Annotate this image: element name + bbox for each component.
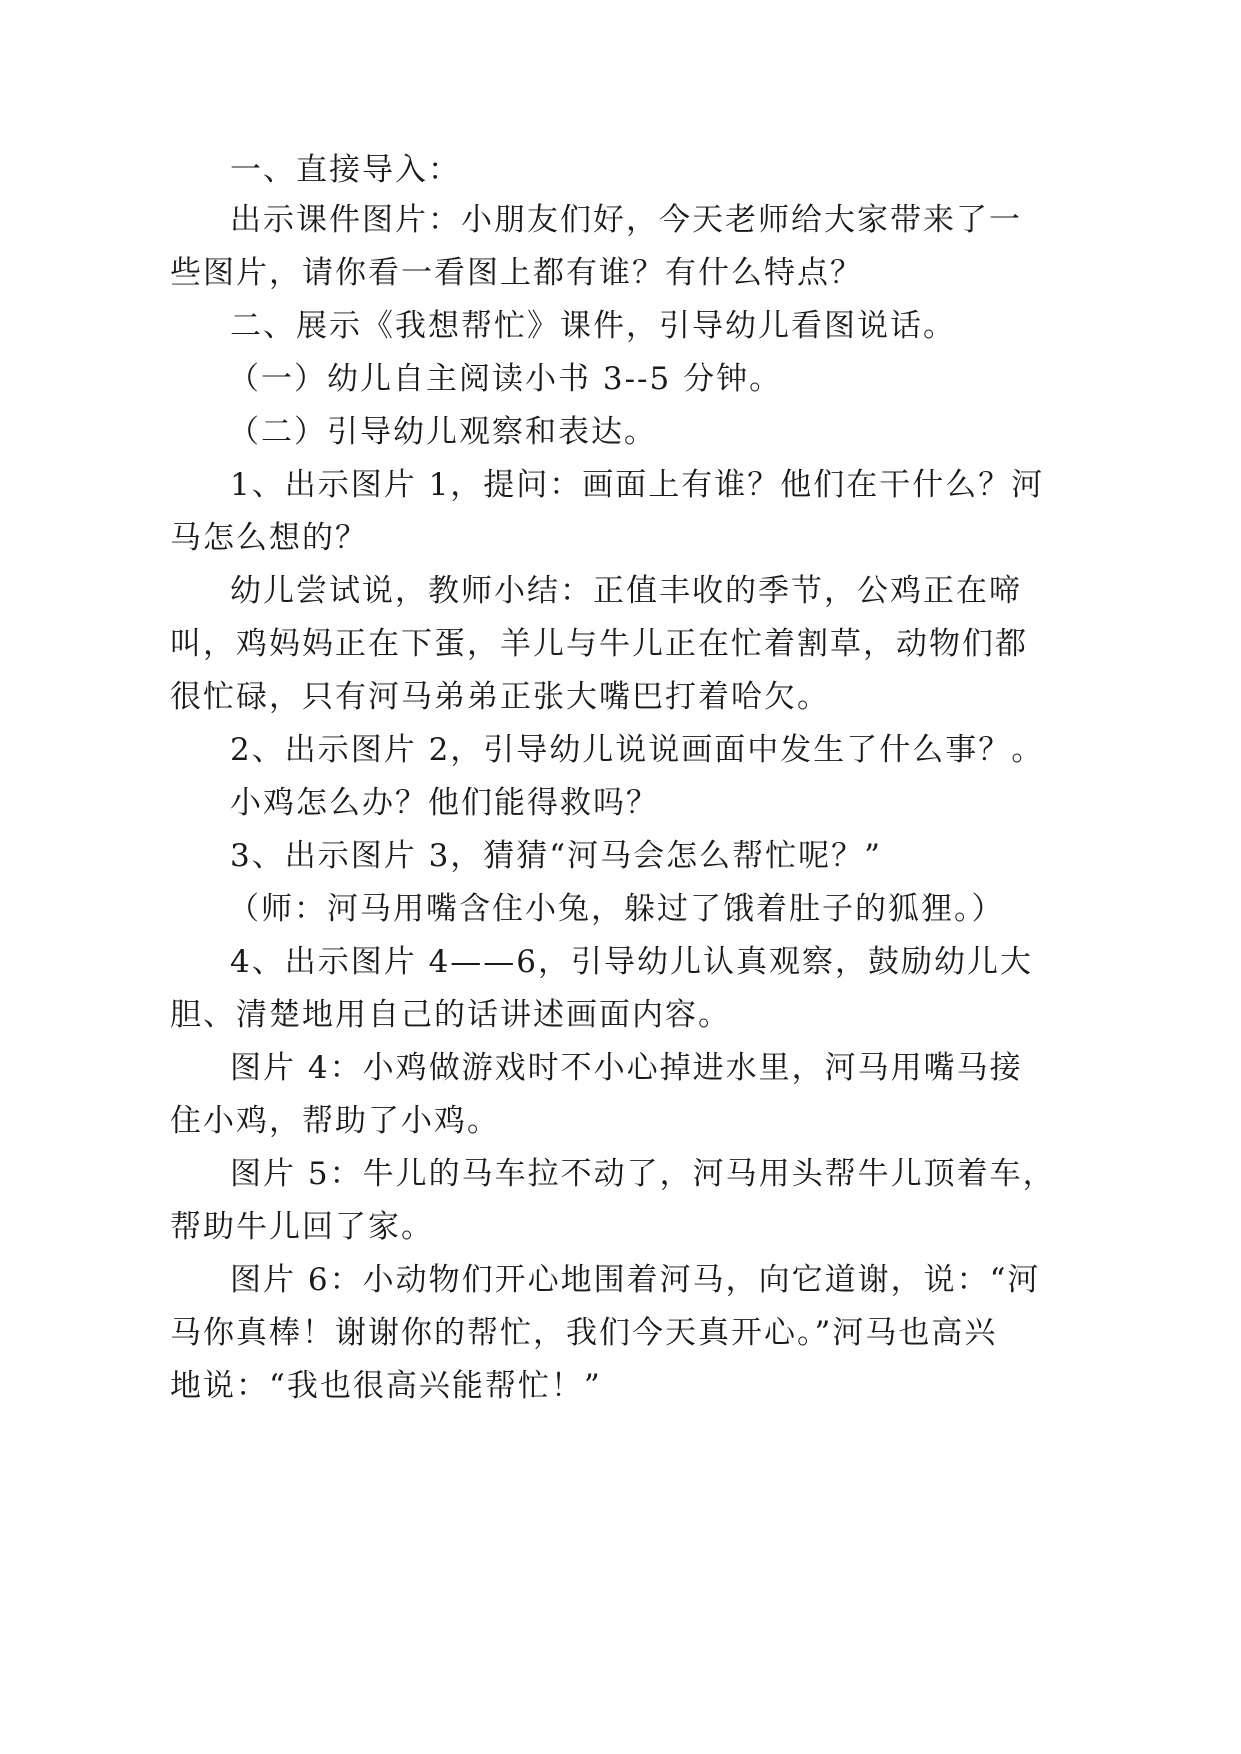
paragraph-line: 图片 5：牛儿的马车拉不动了，河马用头帮牛儿顶着车， bbox=[230, 1156, 1056, 1192]
section-heading-1: 一、直接导入： bbox=[230, 152, 461, 188]
paragraph-line: 幼儿尝试说，教师小结：正值丰收的季节，公鸡正在啼 bbox=[230, 573, 1022, 609]
paragraph-line: 些图片，请你看一看图上都有谁？有什么特点？ bbox=[170, 255, 863, 291]
subheading-line: （一）幼儿自主阅读小书 3--5 分钟。 bbox=[228, 361, 783, 397]
paragraph-line: 地说：“我也很高兴能帮忙！” bbox=[170, 1368, 602, 1404]
paragraph-line: 马你真棒！谢谢你的帮忙，我们今天真开心。”河马也高兴 bbox=[170, 1315, 998, 1351]
paragraph-line: （师：河马用嘴含住小兔，躲过了饿着肚子的狐狸。） bbox=[228, 891, 1005, 927]
paragraph-line: 马怎么想的？ bbox=[170, 520, 368, 556]
paragraph-line: 3、出示图片 3，猜猜“河马会怎么帮忙呢？” bbox=[230, 838, 882, 874]
paragraph-line: 2、出示图片 2，引导幼儿说说画面中发生了什么事？。 bbox=[230, 732, 1045, 768]
paragraph-line: 胆、清楚地用自己的话讲述画面内容。 bbox=[170, 997, 731, 1033]
paragraph-line: 4、出示图片 4——6，引导幼儿认真观察，鼓励幼儿大 bbox=[230, 944, 1034, 980]
paragraph-line: 图片 4：小鸡做游戏时不小心掉进水里，河马用嘴马接 bbox=[230, 1050, 1023, 1086]
paragraph-line: 叫，鸡妈妈正在下蛋，羊儿与牛儿正在忙着割草，动物们都 bbox=[170, 626, 1028, 662]
paragraph-line: 小鸡怎么办？他们能得救吗？ bbox=[230, 785, 659, 821]
paragraph-line: 住小鸡，帮助了小鸡。 bbox=[170, 1103, 500, 1139]
subheading-line: （二）引导幼儿观察和表达。 bbox=[228, 414, 657, 450]
paragraph-line: 很忙碌，只有河马弟弟正张大嘴巴打着哈欠。 bbox=[170, 679, 830, 715]
paragraph-line: 出示课件图片：小朋友们好，今天老师给大家带来了一 bbox=[230, 202, 1022, 238]
paragraph-line: 帮助牛儿回了家。 bbox=[170, 1209, 434, 1245]
paragraph-line: 1、出示图片 1，提问：画面上有谁？他们在干什么？河 bbox=[230, 467, 1045, 503]
section-heading-2: 二、展示《我想帮忙》课件，引导幼儿看图说话。 bbox=[230, 308, 956, 344]
paragraph-line: 图片 6：小动物们开心地围着河马，向它道谢，说：“河 bbox=[230, 1262, 1041, 1298]
